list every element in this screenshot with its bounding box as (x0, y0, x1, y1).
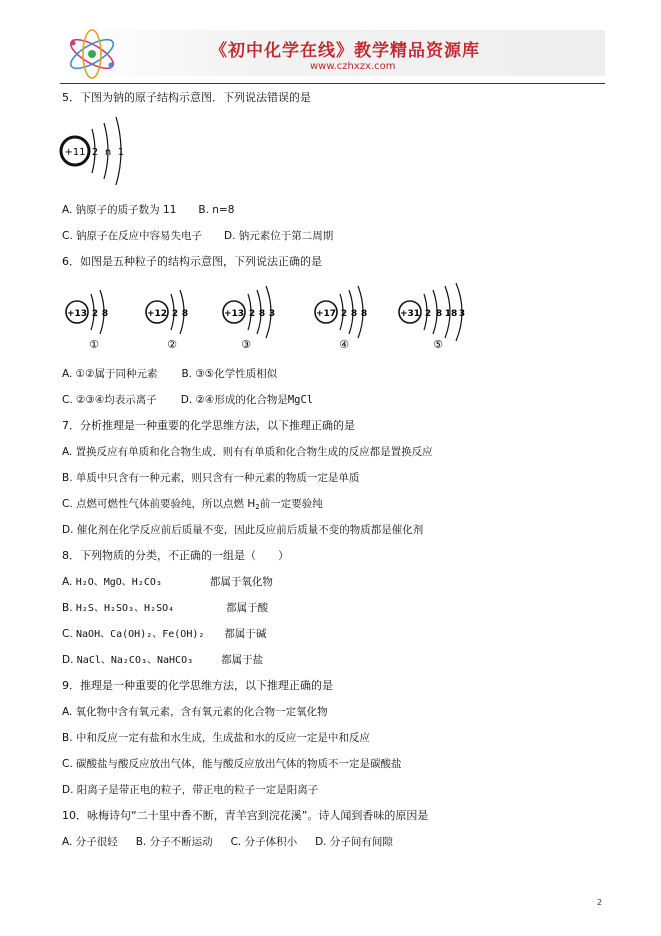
svg-text:18: 18 (444, 309, 458, 319)
q10-option-b[interactable]: B. 分子不断运动 (135, 836, 213, 848)
q9-option-d[interactable]: D. 阳离子是带正电的粒子，带正电的粒子一定是阳离子 (62, 784, 319, 796)
q10-options (62, 835, 393, 849)
svg-text:③: ③ (241, 338, 251, 351)
q10-option-d[interactable]: D. 分子间有间隙 (315, 836, 393, 848)
svg-text:3: 3 (268, 309, 276, 319)
svg-text:2: 2 (248, 309, 256, 319)
q7-option-d[interactable]: D. 催化剂在化学反应前后质量不变，因此反应前后质量不变的物质都是催化剂 (62, 524, 424, 536)
svg-text:+31: +31 (399, 309, 421, 319)
page-number: 2 (597, 898, 603, 907)
svg-text:3: 3 (458, 309, 466, 319)
svg-text:8: 8 (360, 309, 368, 319)
q7-stem: 7．分析推理是一种重要的化学思维方法，以下推理正确的是 (62, 419, 355, 432)
five-particles-diagram (60, 282, 480, 354)
q5-option-a[interactable]: A. 钠原子的质子数为 11 (62, 204, 177, 216)
header-title: 《初中化学在线》教学精品资源库 (210, 41, 480, 61)
svg-text:8: 8 (435, 309, 443, 319)
svg-text:②: ② (167, 338, 177, 351)
q8-option-b[interactable]: B. H₂S、H₂SO₃、H₂SO₄ 都属于酸 (62, 602, 269, 614)
q9-option-c[interactable]: C. 碳酸盐与酸反应放出气体，能与酸反应放出气体的物质不一定是碳酸盐 (62, 758, 402, 770)
svg-text:2: 2 (340, 309, 348, 319)
q6-option-d[interactable]: D. ②④形成的化合物是MgCl (180, 394, 314, 406)
q10-option-c[interactable]: C. 分子体积小 (230, 836, 298, 848)
q5-shell-3: 1 (117, 147, 125, 158)
particle-4 (315, 286, 367, 351)
q10-option-a[interactable]: A. 分子很轻 (62, 836, 118, 848)
q7-option-b[interactable]: B. 单质中只含有一种元素，则只含有一种元素的物质一定是单质 (62, 472, 360, 484)
svg-text:+13: +13 (223, 309, 245, 319)
q7-option-a[interactable]: A. 置换反应有单质和化合物生成、则有有单质和化合物生成的反应都是置换反应 (62, 446, 433, 458)
particle-3 (223, 286, 275, 351)
q5-option-d[interactable]: D. 钠元素位于第二周期 (224, 230, 334, 242)
q5-options-cd (62, 229, 333, 243)
q9-stem: 9．推理是一种重要的化学思维方法，以下推理正确的是 (62, 679, 333, 692)
q5-option-c[interactable]: C. 钠原子在反应中容易失电子 (62, 230, 203, 242)
particle-5 (399, 283, 465, 351)
q8-option-c[interactable]: C. NaOH、Ca(OH)₂、Fe(OH)₂ 都属于碱 (62, 628, 267, 640)
particle-2 (146, 290, 188, 351)
svg-text:+13: +13 (66, 309, 88, 319)
q10-stem: 10．咏梅诗句“二十里中香不断，青羊宫到浣花溪”。诗人闻到香味的原因是 (62, 809, 429, 822)
svg-text:+17: +17 (315, 309, 337, 319)
particle-1 (66, 290, 108, 351)
atom-logo-icon (64, 28, 120, 80)
q6-stem: 6．如图是五种粒子的结构示意图，下列说法正确的是 (62, 255, 322, 268)
svg-text:①: ① (89, 338, 99, 351)
q8-option-d[interactable]: D. NaCl、Na₂CO₃、NaHCO₃ 都属于盐 (62, 654, 264, 666)
header-url: www.czhxzx.com (310, 61, 396, 72)
q8-option-a[interactable]: A. H₂O、MgO、H₂CO₃ 都属于氧化物 (62, 576, 273, 588)
q6-option-b[interactable]: B. ③⑤化学性质相似 (181, 368, 278, 380)
q9-option-a[interactable]: A. 氧化物中含有氧元素，含有氧元素的化合物一定氧化物 (62, 706, 328, 718)
q6-option-c[interactable]: C. ②③④均表示离子 (62, 394, 157, 406)
q6-options-ab (62, 367, 277, 381)
svg-text:2: 2 (171, 309, 179, 319)
svg-text:⑤: ⑤ (433, 338, 443, 351)
q5-shell-2: n (104, 147, 112, 158)
svg-text:+12: +12 (146, 309, 168, 319)
sodium-atom-diagram (58, 115, 138, 187)
svg-text:8: 8 (181, 309, 189, 319)
q5-option-b[interactable]: B. n=8 (198, 204, 235, 216)
q5-stem: 5．下图为钠的原子结构示意图．下列说法错误的是 (62, 91, 311, 104)
q7-option-c[interactable]: C. 点燃可燃性气体前要验纯，所以点燃 $H_2$前一定要验纯 (62, 498, 323, 511)
q6-option-a[interactable]: A. ①②属于同种元素 (62, 368, 158, 380)
svg-text:8: 8 (101, 309, 109, 319)
q5-nucleus-label: +11 (64, 147, 86, 158)
q8-stem: 8．下列物质的分类，不正确的一组是（ ） (62, 549, 289, 562)
svg-text:④: ④ (339, 338, 349, 351)
svg-text:8: 8 (258, 309, 266, 319)
header-divider (60, 83, 605, 84)
q9-option-b[interactable]: B. 中和反应一定有盐和水生成，生成盐和水的反应一定是中和反应 (62, 732, 370, 744)
page-header (60, 22, 605, 82)
q6-options-cd (62, 393, 313, 407)
q5-shell-1: 2 (91, 147, 99, 158)
svg-text:8: 8 (350, 309, 358, 319)
svg-text:2: 2 (91, 309, 99, 319)
svg-text:2: 2 (424, 309, 432, 319)
q5-options-ab (62, 203, 234, 217)
